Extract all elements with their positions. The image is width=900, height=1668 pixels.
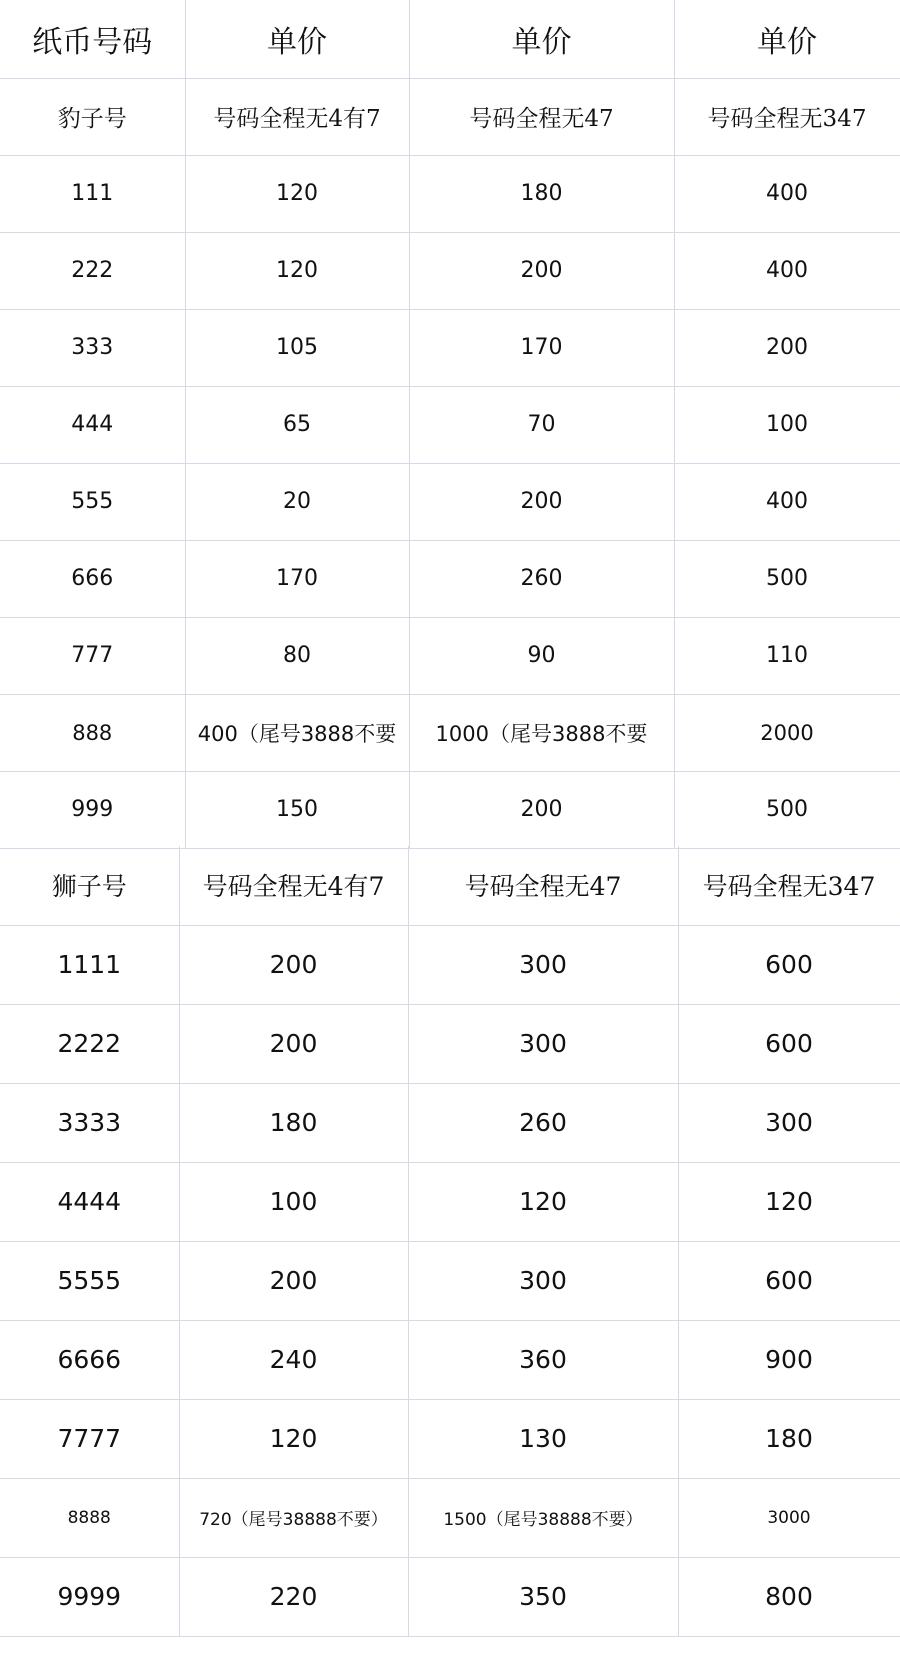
subheader-cell: 狮子号 (0, 846, 179, 925)
table-cell: 8888 (0, 1478, 179, 1557)
header-cell: 纸币号码 (0, 0, 185, 78)
table-cell: 500 (674, 540, 900, 617)
subheader-cell: 号码全程无347 (674, 78, 900, 155)
table-cell: 600 (678, 1241, 900, 1320)
table-cell: 65 (185, 386, 409, 463)
table-row (0, 155, 900, 232)
table-cell: 20 (185, 463, 409, 540)
table-cell: 180 (409, 155, 674, 232)
table-row (0, 1083, 900, 1162)
table-cell: 600 (678, 1004, 900, 1083)
table-cell: 900 (678, 1320, 900, 1399)
table-cell: 720（尾号38888不要） (179, 1478, 408, 1557)
table-cell: 555 (0, 463, 185, 540)
subheader-cell: 豹子号 (0, 78, 185, 155)
table-row (0, 1478, 900, 1557)
table-row (0, 1557, 900, 1636)
table-header-row (0, 0, 900, 78)
table-cell: 240 (179, 1320, 408, 1399)
table-cell: 5555 (0, 1241, 179, 1320)
table-cell: 120 (678, 1162, 900, 1241)
table-cell: 1500（尾号38888不要） (408, 1478, 678, 1557)
table-cell: 180 (678, 1399, 900, 1478)
table-cell: 100 (179, 1162, 408, 1241)
table-cell: 400（尾号3888不要 (185, 694, 409, 771)
table-cell: 220 (179, 1557, 408, 1636)
table-cell: 333 (0, 309, 185, 386)
table-subheader-row (0, 78, 900, 155)
subheader-cell: 号码全程无4有7 (185, 78, 409, 155)
table-row (0, 463, 900, 540)
table-row (0, 386, 900, 463)
table-cell: 120 (185, 155, 409, 232)
table-cell: 3333 (0, 1083, 179, 1162)
table-cell: 90 (409, 617, 674, 694)
table-cell: 150 (185, 771, 409, 848)
table-cell: 350 (408, 1557, 678, 1636)
table-cell: 70 (409, 386, 674, 463)
table-cell: 500 (674, 771, 900, 848)
subheader-cell: 号码全程无4有7 (179, 846, 408, 925)
header-cell: 单价 (409, 0, 674, 78)
table-cell: 200 (179, 925, 408, 1004)
table-cell: 444 (0, 386, 185, 463)
price-table-shizi (0, 846, 900, 1637)
table-row (0, 1241, 900, 1320)
table-cell: 105 (185, 309, 409, 386)
table-cell: 200 (409, 771, 674, 848)
table-cell: 100 (674, 386, 900, 463)
table-row (0, 925, 900, 1004)
table-cell: 1000（尾号3888不要 (409, 694, 674, 771)
table-cell: 260 (408, 1083, 678, 1162)
table-cell: 3000 (678, 1478, 900, 1557)
table-row (0, 309, 900, 386)
table-cell: 1111 (0, 925, 179, 1004)
table-cell: 600 (678, 925, 900, 1004)
table-cell: 111 (0, 155, 185, 232)
table-row (0, 1004, 900, 1083)
table-cell: 4444 (0, 1162, 179, 1241)
table-cell: 999 (0, 771, 185, 848)
table-cell: 170 (409, 309, 674, 386)
header-cell: 单价 (674, 0, 900, 78)
table-cell: 200 (674, 309, 900, 386)
table-row (0, 540, 900, 617)
table-cell: 400 (674, 463, 900, 540)
table-cell: 360 (408, 1320, 678, 1399)
table-cell: 800 (678, 1557, 900, 1636)
table-cell: 130 (408, 1399, 678, 1478)
table-row (0, 1162, 900, 1241)
table-cell: 400 (674, 232, 900, 309)
table-cell: 200 (179, 1241, 408, 1320)
table-cell: 666 (0, 540, 185, 617)
table-cell: 300 (408, 925, 678, 1004)
table-cell: 9999 (0, 1557, 179, 1636)
table-row (0, 232, 900, 309)
table-cell: 200 (179, 1004, 408, 1083)
table-cell: 2000 (674, 694, 900, 771)
table-row (0, 617, 900, 694)
table-cell: 888 (0, 694, 185, 771)
table-cell: 260 (409, 540, 674, 617)
header-cell: 单价 (185, 0, 409, 78)
table-row (0, 694, 900, 771)
table-cell: 170 (185, 540, 409, 617)
table-cell: 2222 (0, 1004, 179, 1083)
table-cell: 80 (185, 617, 409, 694)
table-cell: 110 (674, 617, 900, 694)
table-cell: 300 (678, 1083, 900, 1162)
table-cell: 300 (408, 1004, 678, 1083)
subheader-cell: 号码全程无47 (409, 78, 674, 155)
subheader-cell: 号码全程无347 (678, 846, 900, 925)
table-cell: 200 (409, 463, 674, 540)
table-row (0, 1320, 900, 1399)
table-cell: 180 (179, 1083, 408, 1162)
table-cell: 6666 (0, 1320, 179, 1399)
table-cell: 200 (409, 232, 674, 309)
table-cell: 222 (0, 232, 185, 309)
table-cell: 120 (185, 232, 409, 309)
table-row (0, 771, 900, 848)
table-row (0, 1399, 900, 1478)
table-cell: 300 (408, 1241, 678, 1320)
table-cell: 400 (674, 155, 900, 232)
table-subheader-row (0, 846, 900, 925)
table-cell: 777 (0, 617, 185, 694)
subheader-cell: 号码全程无47 (408, 846, 678, 925)
table-cell: 120 (179, 1399, 408, 1478)
table-cell: 7777 (0, 1399, 179, 1478)
table-cell: 120 (408, 1162, 678, 1241)
